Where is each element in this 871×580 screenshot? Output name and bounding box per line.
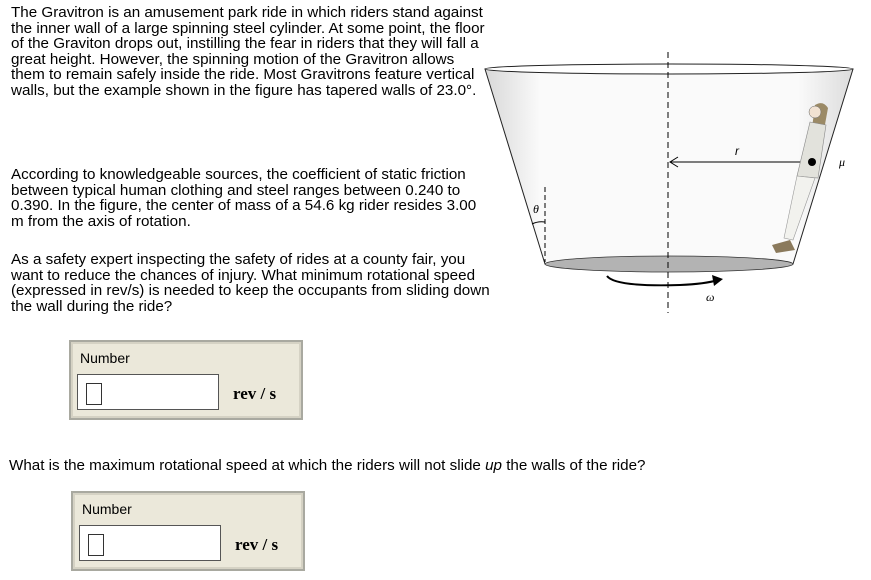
max-speed-input[interactable]	[79, 525, 221, 561]
theta-label: θ	[533, 202, 539, 216]
problem-paragraph-3: As a safety expert inspecting the safety of rides at a county fair, you want to reduce the chances of injury. What minimum rotational speed (expressed in rev/s) is needed to keep the occupants from sliding down the wall during the ride?	[11, 251, 490, 315]
rotation-arrow	[607, 276, 718, 285]
center-of-mass-dot	[808, 158, 816, 166]
min-speed-input[interactable]	[77, 374, 219, 410]
answer-label: Number	[80, 350, 130, 366]
answer-box-2	[71, 491, 305, 571]
cylinder-rim	[485, 64, 853, 74]
problem-paragraph-1: The Gravitron is an amusement park ride in which riders stand against the inner wall of a large spinning steel cylinder. At some point, the floor of the Graviton drops out, instilling the fear in riders that they will fall a great height. However, the spinning motion of the Gravitron allows them to remain safely inside the ride. Most Gravitrons feature vertical walls, but the example shown in the figure has tapered walls of 23.0°.	[11, 4, 485, 99]
question-text: What is the maximum rotational speed at which the riders will not slide	[9, 457, 486, 474]
question-2	[9, 457, 646, 474]
omega-label: ω	[706, 290, 715, 304]
cursor-box	[86, 383, 102, 405]
problem-paragraph-2: According to knowledgeable sources, the coefficient of static friction between typical human clothing and steel ranges between 0.240 to 0.390. In the figure, the center of mass of a 54.6 kg rider resides 3.00 m from the axis of rotation.	[11, 166, 477, 230]
question-emphasis: up	[485, 457, 502, 474]
answer-box-1	[69, 340, 303, 420]
cylinder-wall	[485, 69, 853, 264]
mu-label: μ	[839, 155, 846, 169]
unit-label: rev / s	[235, 535, 279, 554]
question-text-end: the walls of the ride?	[501, 457, 646, 474]
cylinder-floor	[545, 256, 793, 272]
answer-label: Number	[82, 501, 132, 517]
cursor-box	[88, 534, 104, 556]
r-label: r	[735, 144, 739, 158]
unit-label: rev / s	[233, 384, 277, 403]
